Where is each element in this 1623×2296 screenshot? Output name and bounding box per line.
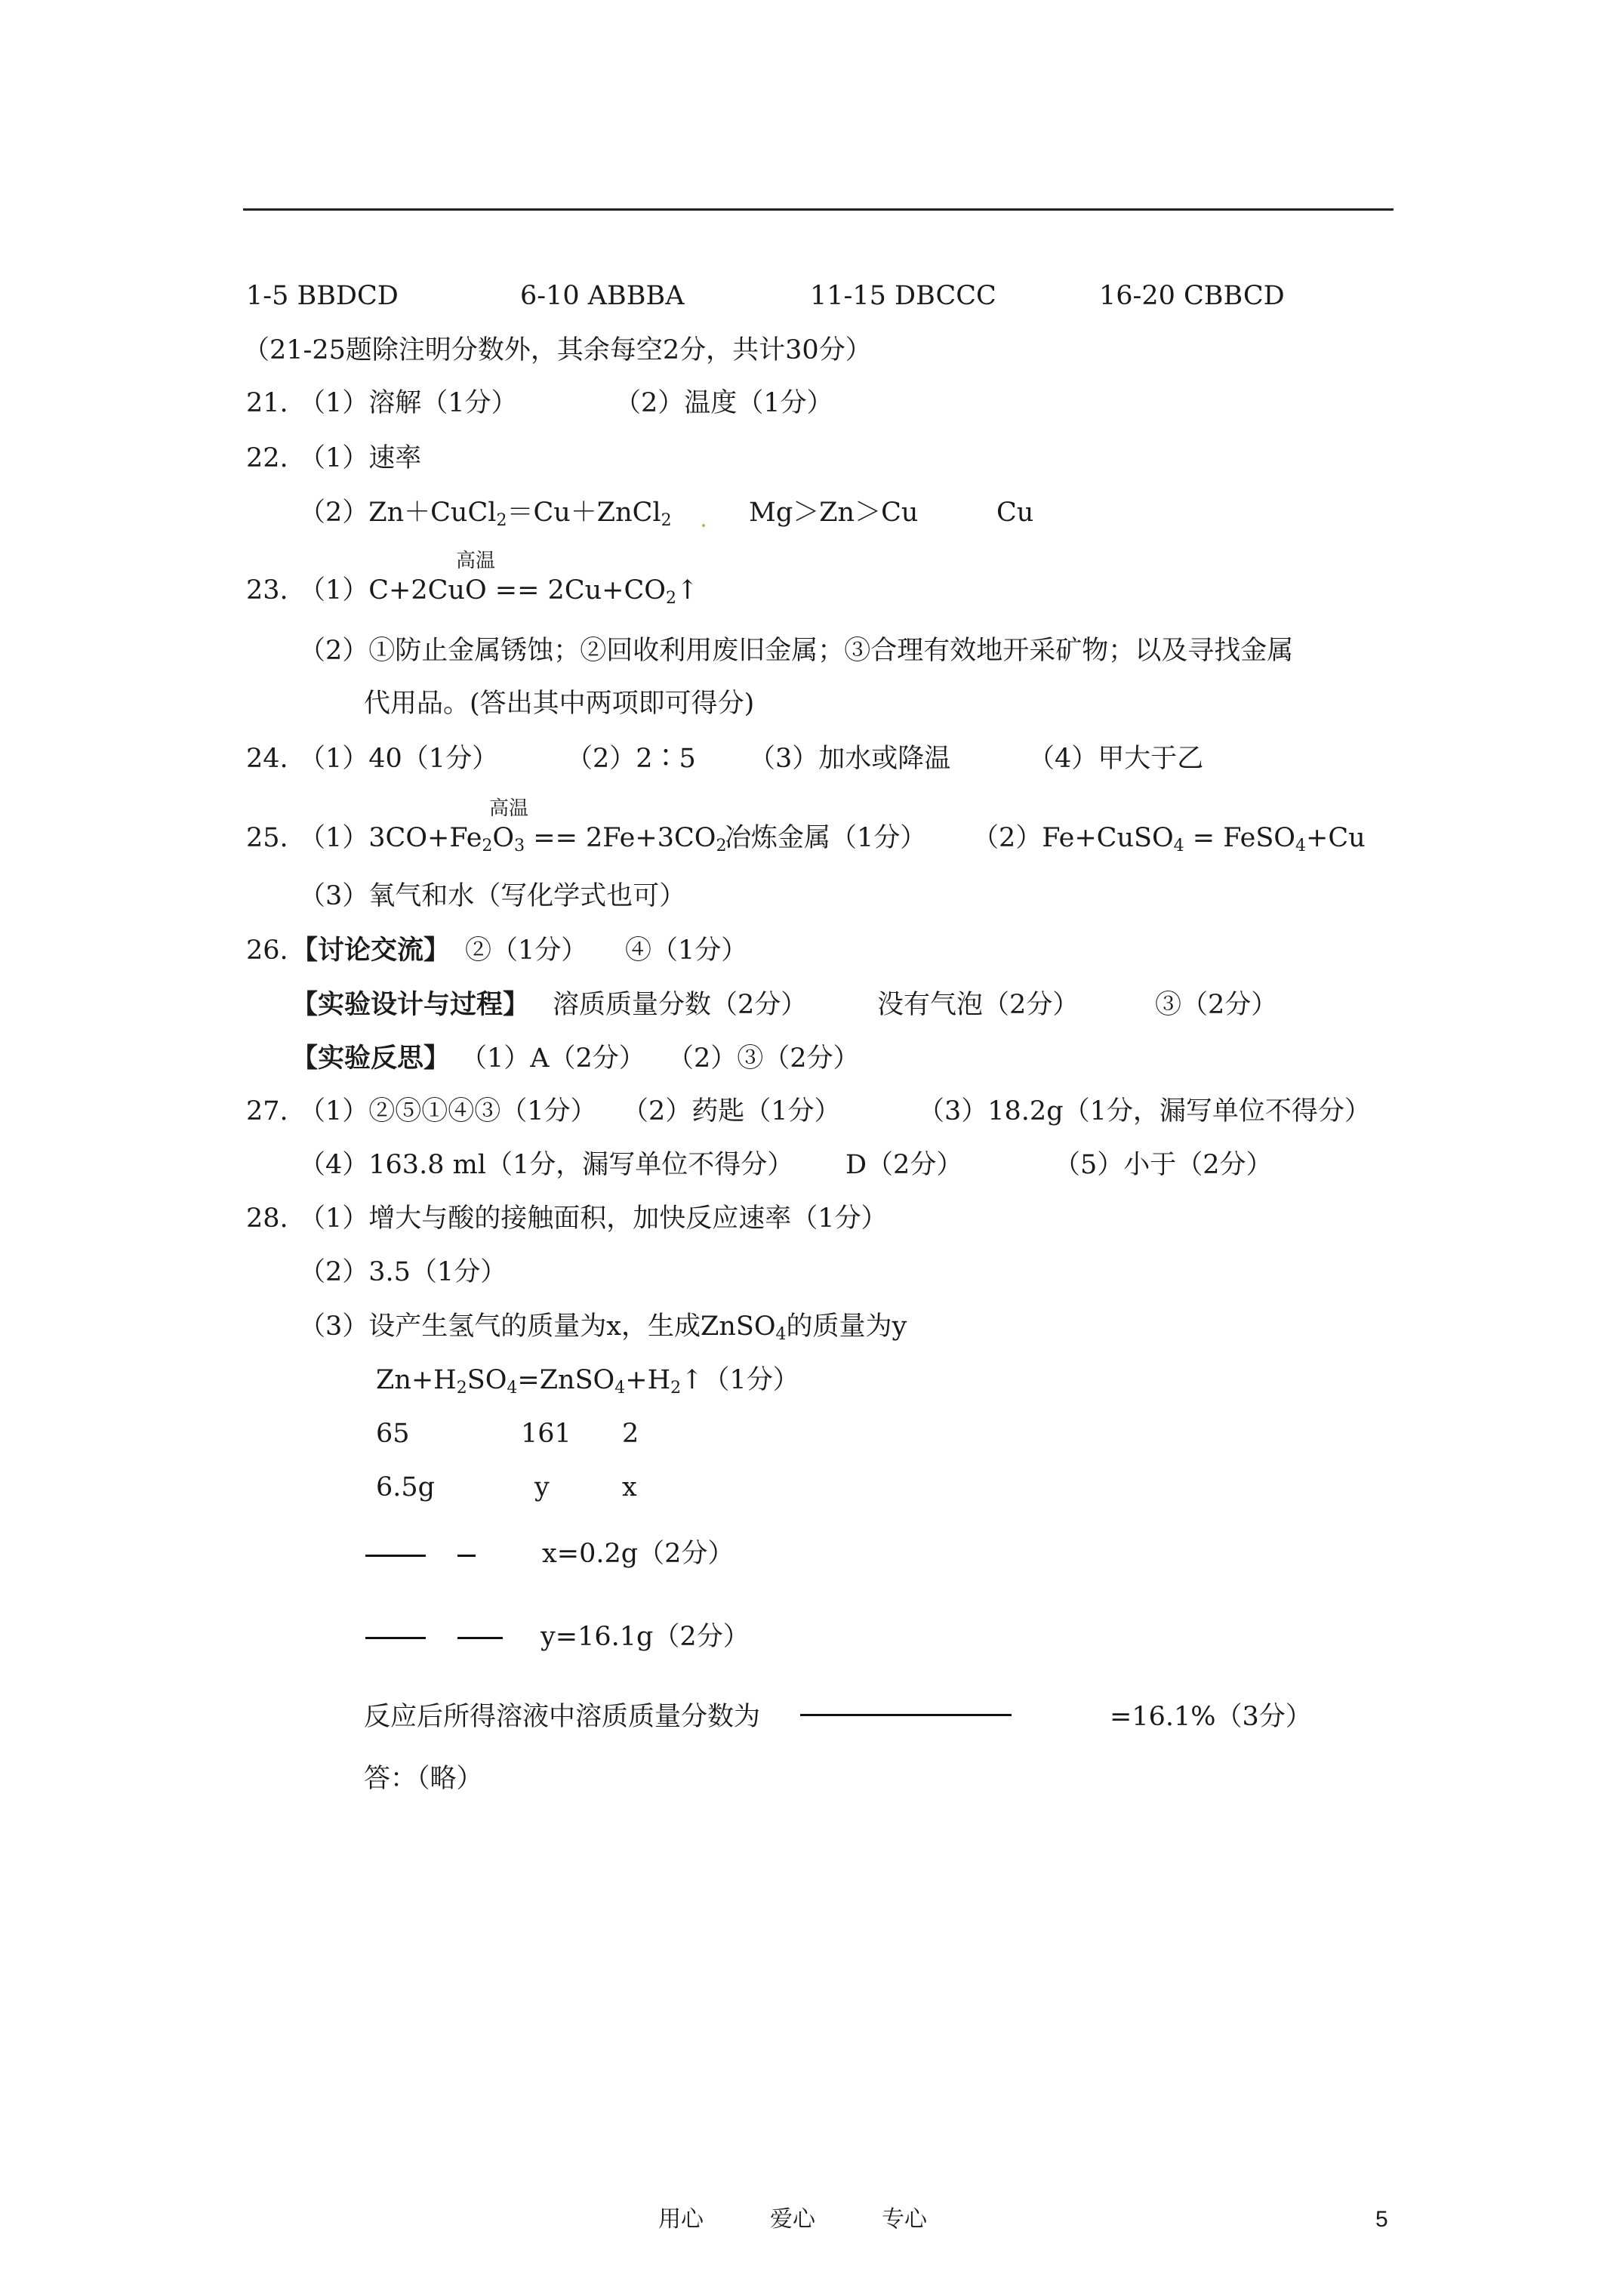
q28-part1: （1）增大与酸的接触面积，加快反应速率（1分） bbox=[299, 1203, 888, 1234]
fraction-bar bbox=[457, 1637, 503, 1639]
q28-fraction-label: 反应后所得溶液中溶质质量分数为 bbox=[364, 1702, 761, 1732]
q26-design-a: 溶质质量分数（2分） bbox=[553, 990, 808, 1020]
q25-reaction-condition: 高温 bbox=[489, 797, 529, 820]
q26-reflection-a: （1）A（2分） bbox=[460, 1043, 645, 1074]
q24-part4: （4）甲大于乙 bbox=[1028, 744, 1204, 774]
q27-number: 27. bbox=[246, 1096, 288, 1126]
q28-equation: $Zn+H_2SO_4=ZnSO_4+H_2↑(1$分） bbox=[376, 1365, 799, 1398]
fraction-bar bbox=[365, 1637, 426, 1639]
q26-reflection-b: （2）③（2分） bbox=[667, 1043, 860, 1074]
q28-number: 28. bbox=[246, 1203, 288, 1234]
q26-number: 26. bbox=[246, 935, 288, 966]
fraction-bar bbox=[800, 1714, 1012, 1716]
q24-part3: （3）加水或降温 bbox=[749, 744, 951, 774]
mc-answer-group: 6-10 ABBBA bbox=[520, 281, 685, 311]
footer-item: 专心 bbox=[882, 2206, 927, 2233]
page-number: 5 bbox=[1375, 2207, 1388, 2232]
q24-part1: （1）40（1分） bbox=[299, 744, 499, 774]
q25-equation: $(1)3CO+Fe_2O_3 == 2Fe+3CO_2$ bbox=[299, 823, 727, 855]
q21-part2: （2）温度（1分） bbox=[614, 388, 833, 418]
q27-part5: （5）小于（2分） bbox=[1054, 1150, 1273, 1180]
q26-discussion-label: 【讨论交流】 bbox=[291, 935, 451, 966]
q23-part2-line2: 代用品。(答出其中两项即可得分) bbox=[364, 689, 755, 719]
q28-answer: 答：（略） bbox=[364, 1764, 483, 1794]
q25-number: 25. bbox=[246, 823, 288, 853]
header-rule bbox=[243, 208, 1394, 211]
stray-dot bbox=[702, 524, 705, 527]
q22-part1: （1）速率 bbox=[299, 443, 422, 473]
q28-part2: （2）3.5（1分） bbox=[299, 1257, 507, 1287]
q22-equation: （2）Zn＋CuCl$_2$＝Cu＋ZnCl$_2$ bbox=[299, 498, 672, 530]
q27-part4: （4）163.8 ml（1分，漏写单位不得分） bbox=[299, 1150, 794, 1180]
q23-part2-line1: （2）①防止金属锈蚀；②回收利用废旧金属；③合理有效地开采矿物；以及寻找金属 bbox=[299, 636, 1294, 666]
q21-part1: （1）溶解（1分） bbox=[299, 388, 518, 418]
q26-design-label: 【实验设计与过程】 bbox=[291, 989, 530, 1020]
q28-fraction-result: =16.1%（3分） bbox=[1110, 1702, 1312, 1732]
molar-mass-zn: 65 bbox=[376, 1419, 410, 1449]
q26-design-b: 没有气泡（2分） bbox=[877, 990, 1079, 1020]
q24-number: 24. bbox=[246, 744, 288, 774]
q27-part4-b: D（2分） bbox=[845, 1150, 963, 1180]
q22-cu: Cu bbox=[996, 498, 1034, 528]
q25-use: 冶炼金属（1分） bbox=[725, 823, 927, 853]
q23-reaction-condition: 高温 bbox=[456, 550, 496, 572]
mc-answer-group: 16-20 CBBCD bbox=[1099, 281, 1285, 311]
q28-x-result: x=0.2g（2分） bbox=[542, 1539, 735, 1569]
q25-part3: （3）氧气和水（写化学式也可） bbox=[299, 881, 686, 911]
q26-design-c: ③（2分） bbox=[1155, 990, 1278, 1020]
q26-reflection-label: 【实验反思】 bbox=[291, 1043, 451, 1074]
footer-item: 爱心 bbox=[770, 2206, 815, 2233]
q27-part1: （1）②⑤①④③（1分） bbox=[299, 1096, 597, 1126]
molar-mass-znso4: 161 bbox=[521, 1419, 571, 1449]
q26-discussion-a: ②（1分） bbox=[465, 935, 588, 966]
q25-part2: （2）Fe+CuSO$_4$ = FeSO$_4$+Cu bbox=[972, 823, 1366, 855]
mc-answer-group: 11-15 DBCCC bbox=[810, 281, 996, 311]
mc-answer-group: 1-5 BBDCD bbox=[246, 281, 399, 311]
fraction-bar bbox=[457, 1555, 476, 1557]
q23-number: 23. bbox=[246, 575, 288, 606]
q26-discussion-b: ④（1分） bbox=[625, 935, 748, 966]
footer-item: 用心 bbox=[658, 2206, 704, 2233]
given-zn-mass: 6.5g bbox=[376, 1472, 436, 1502]
q22-activity-order: Mg＞Zn＞Cu bbox=[749, 498, 919, 528]
q24-part2: （2）2∶5 bbox=[566, 744, 696, 774]
q28-y-result: y=16.1g（2分） bbox=[540, 1622, 750, 1652]
unknown-y: y bbox=[534, 1472, 550, 1502]
scoring-note: （21-25题除注明分数外，其余每空2分，共计30分） bbox=[243, 335, 872, 365]
q27-part2: （2）药匙（1分） bbox=[622, 1096, 841, 1126]
q28-part3-setup: （3）设产生氢气的质量为x，生成ZnSO$_4$的质量为y bbox=[299, 1311, 907, 1344]
fraction-bar bbox=[365, 1555, 426, 1557]
molar-mass-h2: 2 bbox=[622, 1419, 639, 1449]
q23-equation: $(1)C+2CuO == 2Cu+CO_2↑$ bbox=[299, 575, 699, 608]
q21-number: 21. bbox=[246, 388, 288, 418]
q27-part3: （3）18.2g（1分，漏写单位不得分） bbox=[918, 1096, 1371, 1126]
unknown-x: x bbox=[622, 1472, 637, 1502]
q22-number: 22. bbox=[246, 443, 288, 473]
